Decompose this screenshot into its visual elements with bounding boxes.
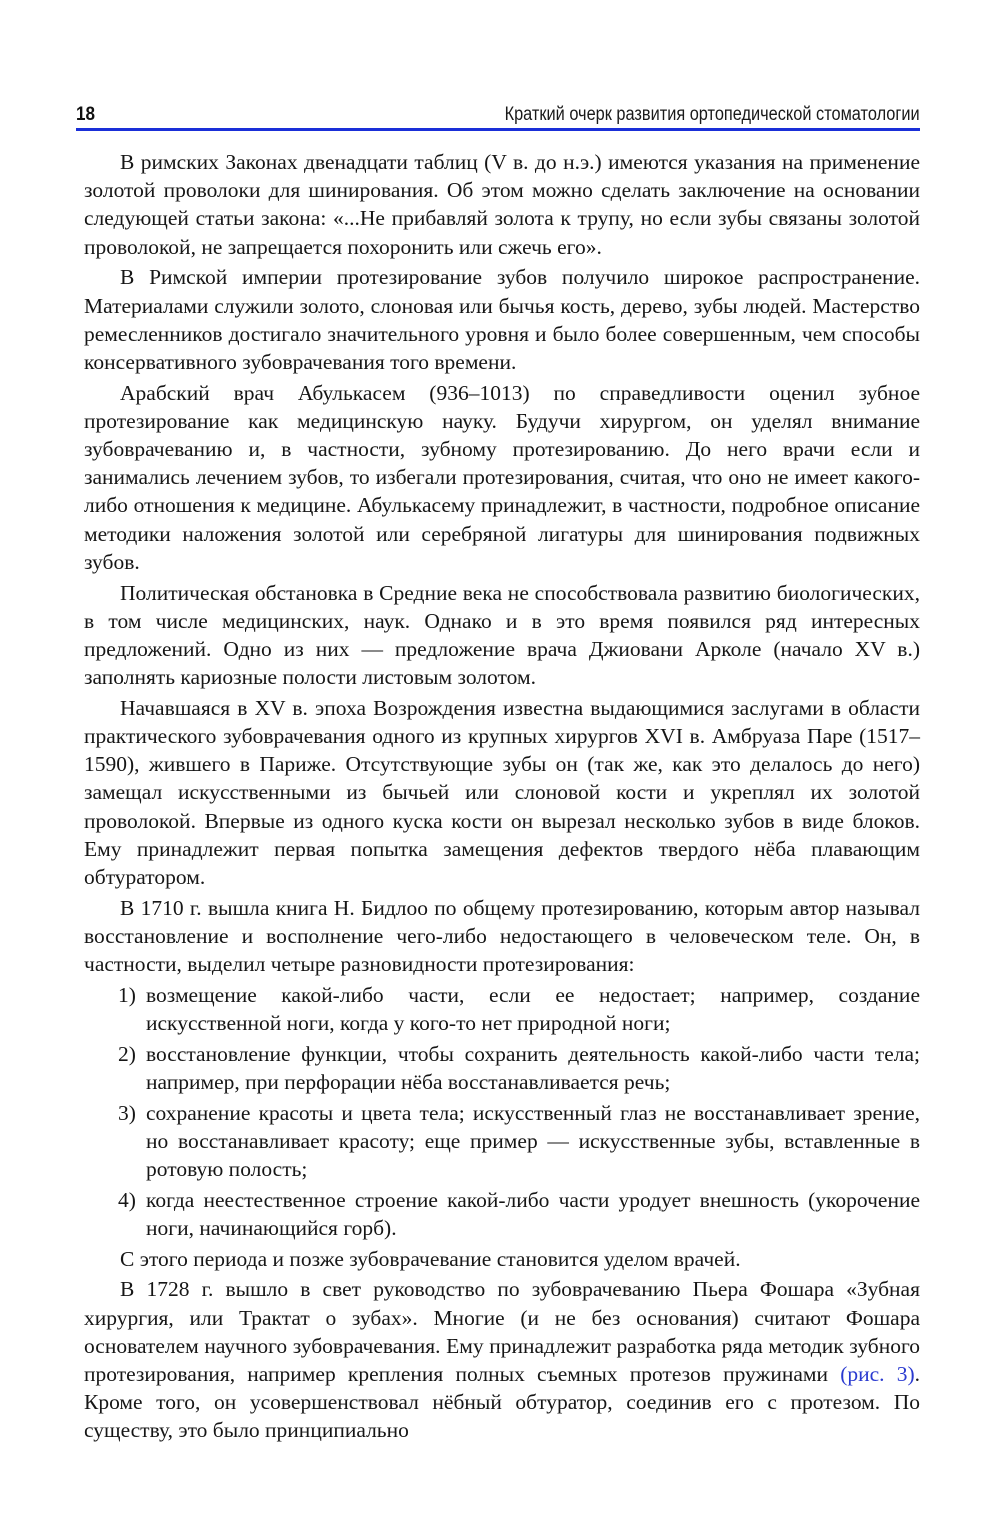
- page-number: 18: [76, 104, 96, 125]
- list-item-number: 3): [118, 1100, 136, 1125]
- list-item-text: когда неестественное строение какой-либо части уродует внешность (укорочение ноги, начинающийся горб).: [146, 1187, 920, 1241]
- paragraph-bidloo: В 1710 г. вышла книга Н. Бидлоо по общему протезированию, которым автор называл восстановление и восполнение чего-либо недостающего в человеческом теле. Он, в частности, выделил четыре разновидности протезирования:: [84, 895, 920, 977]
- header-rule-divider: [76, 128, 920, 131]
- paragraph-doctors-domain: С этого периода и позже зубоврачевание становится уделом врачей.: [120, 1246, 741, 1271]
- paragraph-roman-laws: В римских Законах двенадцати таблиц (V в. до н.э.) имеются указания на применение золотой проволоки для шинирования. Об этом можно сделать заключение на основании следующей статьи закона: «...Не прибавляй золота к трупу, но если зубы связаны золотой проволокой, не запрещается похоронить или сжечь его».: [84, 150, 920, 259]
- list-item-text: возмещение какой-либо части, если ее недостает; например, создание искусственной ноги, когда у кого-то нет природной ноги;: [146, 982, 920, 1036]
- fauchard-text-end: . Кроме того, он усовершенствовал нёбный обтуратор, соединив его с протезом. По существу, это было принципиально: [84, 1362, 921, 1443]
- list-item-text: восстановление функции, чтобы сохранить деятельность какой-либо части тела; например, при перфорации нёба восстанавливается речь;: [146, 1041, 920, 1094]
- paragraph-fauchard: [84, 1275, 920, 1444]
- paragraph-abulcasis: Арабский врач Абулькасем (936–1013) по справедливости оценил зубное протезирование как медицинскую науку. Будучи хирургом, он уделял внимание зубоврачеванию и, в частности, зубному протезированию. До него врачи если и занимались лечением зубов, то избегали протезирования, считая, что оно не имеет какого-либо отношения к медицине. Абулькасему принадлежит, в частности, подробное описание методики наложения золотой или серебряной лигатуры для шинирования подвижных зубов.: [84, 380, 920, 574]
- list-item: [84, 1099, 920, 1184]
- list-item-number: 4): [118, 1187, 136, 1212]
- list-item-number: 1): [118, 982, 136, 1007]
- paragraph-middle-ages: Политическая обстановка в Средние века не способствовала развитию биологических, в том числе медицинских, наук. Однако и в это время появился ряд интересных предложений. Одно из них — предложение врача Джиовани Арколе (начало XV в.) заполнять кариозные полости листовым золотом.: [84, 580, 920, 690]
- list-item: [84, 1186, 920, 1242]
- paragraph-renaissance: Начавшаяся в XV в. эпоха Возрождения известна выдающимися заслугами в области практического зубоврачевания одного из крупных хирургов XVI в. Амбруаза Паре (1517–1590), жившего в Париже. Отсутствующие зубы он (так же, как это делалось до него) замещал искусственными из бычьей или слоновой кости и укреплял их золотой проволокой. Впервые из одного куска кости он вырезал несколько зубов в виде блоков. Ему принадлежит первая попытка замещения дефектов твердого нёба плавающим обтуратором.: [84, 695, 920, 890]
- list-item: [84, 1040, 920, 1096]
- prosthetics-types-list: [84, 981, 920, 1242]
- list-item: [84, 981, 920, 1037]
- list-item-number: 2): [118, 1041, 136, 1066]
- running-head: [76, 96, 920, 126]
- body-text: [84, 148, 920, 1447]
- fauchard-text-start: В 1728 г. вышло в свет руководство по зубоврачеванию Пьера Фошара «Зубная хирургия, или Трактат о зубах». Многие (и не без основания) считают Фошара основателем научного зубоврачевания. Ему принадлежит разработка ряда методик зубного протезирования, например крепления полных съемных протезов пружинами: [84, 1277, 920, 1387]
- running-title: Краткий очерк развития ортопедической стоматологии: [504, 104, 920, 125]
- figure-3-link[interactable]: (рис. 3): [840, 1362, 915, 1387]
- paragraph-roman-empire: В Римской империи протезирование зубов получило широкое распространение. Материалами служили золото, слоновая или бычья кость, дерево, зубы людей. Мастерство ремесленников достигало значительного уровня и было более совершенным, чем способы консервативного зубоврачевания того времени.: [84, 265, 920, 374]
- list-item-text: сохранение красоты и цвета тела; искусственный глаз не восстанавливает зрение, но восстанавливает красоту; еще пример — искусственные зубы, вставленные в ротовую полость;: [146, 1100, 920, 1182]
